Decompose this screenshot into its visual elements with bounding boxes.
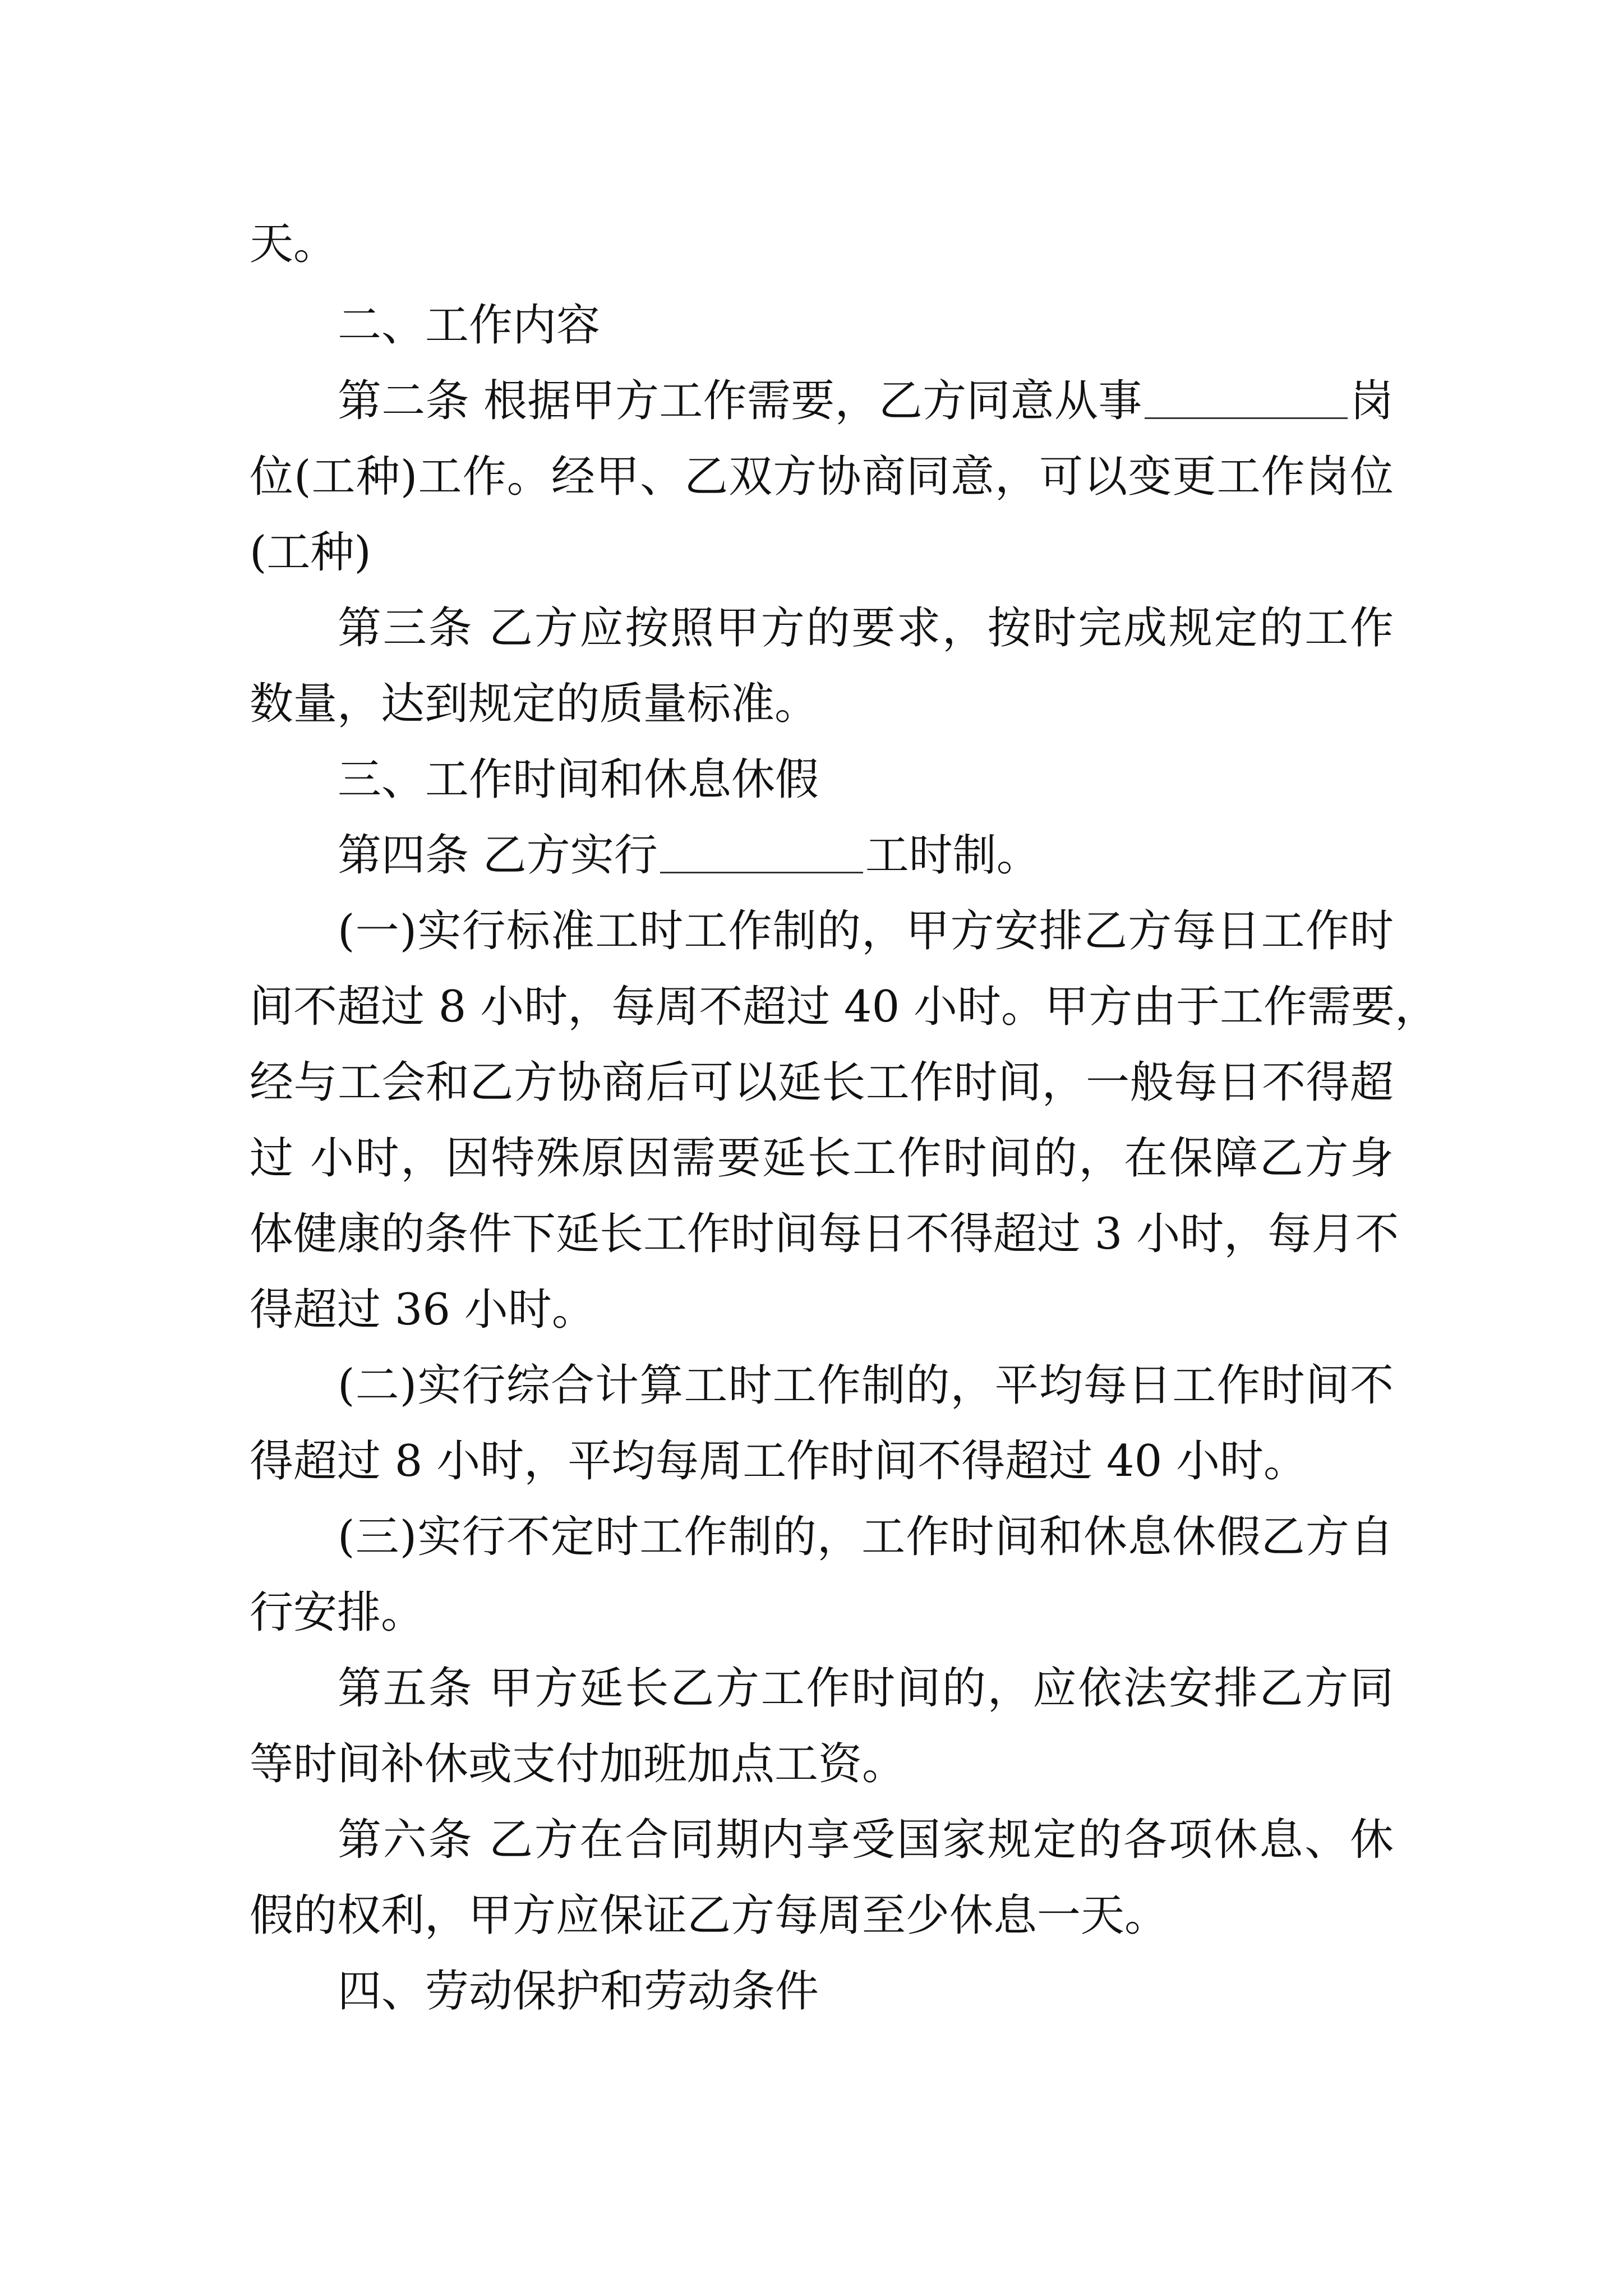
text-line: 假的权利，甲方应保证乙方每周至少休息一天。 (250, 1890, 1169, 1941)
text-line: (一)实行标准工时工作制的，甲方安排乙方每日工作时 (338, 906, 1394, 956)
text-line: 等时间补休或支付加班加点工资。 (250, 1739, 906, 1789)
text-line: 过 小时，因特殊原因需要延长工作时间的，在保障乙方身 (250, 1133, 1394, 1184)
article-line: 第六条 乙方在合同期内享受国家规定的各项休息、休 (338, 1815, 1394, 1865)
article-text: 第四条 乙方实行 (338, 830, 658, 881)
article-line (338, 827, 1394, 884)
text-line: 经与工会和乙方协商后可以延长工作时间，一般每日不得超 (250, 1057, 1394, 1108)
text-line: (三)实行不定时工作制的，工作时间和休息休假乙方自 (338, 1512, 1394, 1562)
text-line: 数量，达到规定的质量标准。 (250, 679, 819, 729)
article-line: 第三条 乙方应按照甲方的要求，按时完成规定的工作 (338, 603, 1394, 654)
text-line: 行安排。 (250, 1588, 425, 1638)
article-text: 第二条 根据甲方工作需要，乙方同意从事 (338, 376, 1142, 426)
article-line (338, 373, 1394, 429)
text-line: 间不超过 8 小时，每周不超过 40 小时。甲方由于工作需要， (250, 982, 1439, 1032)
section-heading: 四、劳动保护和劳动条件 (338, 1966, 819, 2017)
fill-in-blank (660, 828, 863, 873)
article-text: 工时制。 (865, 830, 1040, 881)
text-line: 体健康的条件下延长工作时间每日不得超过 3 小时，每月不 (250, 1209, 1399, 1259)
text-line: 天。 (250, 219, 338, 269)
article-text: 岗 (1349, 376, 1394, 426)
article-line: 第五条 甲方延长乙方工作时间的，应依法安排乙方同 (338, 1663, 1394, 1714)
text-line: (工种) (250, 527, 371, 578)
text-line: 得超过 8 小时，平均每周工作时间不得超过 40 小时。 (250, 1436, 1308, 1487)
fill-in-blank (1145, 374, 1348, 419)
text-line: (二)实行综合计算工时工作制的，平均每日工作时间不 (338, 1360, 1394, 1411)
text-line: 位(工种)工作。经甲、乙双方协商同意，可以变更工作岗位 (250, 452, 1394, 502)
section-heading: 三、工作时间和休息休假 (338, 754, 819, 805)
section-heading: 二、工作内容 (338, 300, 601, 351)
text-line: 得超过 36 小时。 (250, 1285, 596, 1335)
